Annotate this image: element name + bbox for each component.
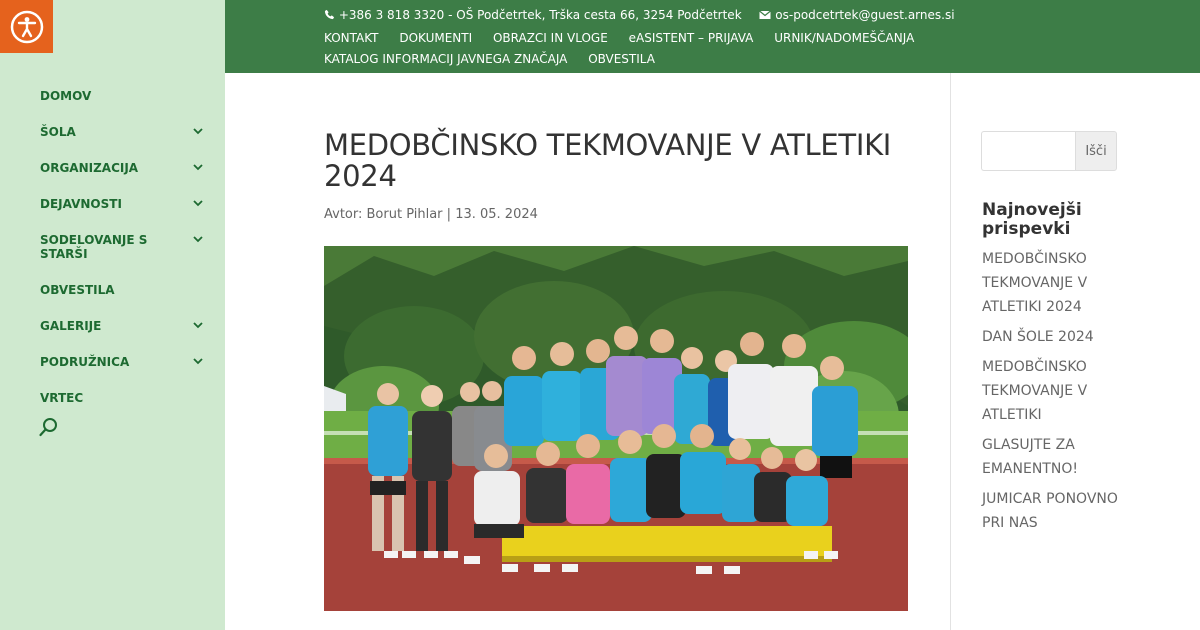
- nav-item-sodelovanje[interactable]: [40, 230, 180, 264]
- top-link-katalog[interactable]: KATALOG INFORMACIJ JAVNEGA ZNAČAJA: [324, 52, 568, 66]
- recent-posts-list: [982, 247, 1122, 541]
- recent-post-link[interactable]: MEDOBČINSKO TEKMOVANJE V ATLETIKI 2024: [982, 251, 1088, 315]
- post-content: [324, 130, 908, 224]
- featured-image[interactable]: [324, 246, 908, 611]
- search-form: [981, 131, 1117, 171]
- nav-item-vrtec[interactable]: [40, 388, 208, 408]
- nav-item-label: OBVESTILA: [40, 283, 115, 297]
- contact-info: [324, 7, 955, 23]
- post-date: 13. 05. 2024: [455, 207, 538, 222]
- recent-post-link[interactable]: MEDOBČINSKO TEKMOVANJE V ATLETIKI: [982, 359, 1088, 423]
- search-button[interactable]: Išči: [1075, 131, 1117, 171]
- email-link[interactable]: os-podcetrtek@guest.arnes.si: [775, 8, 955, 22]
- top-nav: [324, 28, 1184, 70]
- recent-post-link[interactable]: JUMICAR PONOVNO PRI NAS: [982, 491, 1118, 531]
- nav-item-label: SODELOVANJE S STARŠI: [40, 233, 148, 261]
- chevron-down-icon[interactable]: [193, 320, 203, 330]
- chevron-down-icon[interactable]: [193, 234, 203, 244]
- accessibility-icon: [10, 10, 44, 44]
- top-header: [225, 0, 1200, 73]
- nav-item-label: DOMOV: [40, 89, 92, 103]
- sidebar: [0, 0, 225, 630]
- nav-item-label: GALERIJE: [40, 319, 102, 333]
- top-link-kontakt[interactable]: KONTAKT: [324, 31, 379, 45]
- nav-item-label: ŠOLA: [40, 125, 76, 139]
- top-link-easistent[interactable]: eASISTENT – PRIJAVA: [628, 31, 754, 45]
- phone-icon: [324, 7, 335, 23]
- nav-item-galerije[interactable]: [40, 316, 208, 336]
- nav-item-label: ORGANIZACIJA: [40, 161, 139, 175]
- post-meta: [324, 206, 908, 224]
- chevron-down-icon[interactable]: [193, 198, 203, 208]
- accessibility-button[interactable]: [0, 0, 53, 53]
- envelope-icon: [759, 7, 771, 23]
- recent-post-link[interactable]: GLASUJTE ZA EMANENTNO!: [982, 437, 1078, 477]
- chevron-down-icon[interactable]: [193, 356, 203, 366]
- top-link-dokumenti[interactable]: DOKUMENTI: [399, 31, 473, 45]
- contact-text: +386 3 818 3320 - OŠ Podčetrtek, Trška cesta 66, 3254 Podčetrtek: [338, 8, 742, 22]
- main-nav: [40, 86, 208, 424]
- top-link-obvestila[interactable]: OBVESTILA: [588, 52, 655, 66]
- nav-item-podruznica[interactable]: [40, 352, 208, 372]
- nav-item-label: VRTEC: [40, 391, 84, 405]
- author-link[interactable]: Borut Pihlar: [366, 207, 443, 222]
- chevron-down-icon[interactable]: [193, 162, 203, 172]
- search-input[interactable]: [981, 131, 1075, 171]
- chevron-down-icon[interactable]: [193, 126, 203, 136]
- team-photo: [324, 246, 908, 611]
- column-divider: [950, 73, 951, 630]
- top-link-obrazci[interactable]: OBRAZCI IN VLOGE: [492, 31, 608, 45]
- nav-item-obvestila[interactable]: [40, 280, 208, 300]
- nav-item-dejavnosti[interactable]: [40, 194, 208, 214]
- recent-post-link[interactable]: DAN ŠOLE 2024: [982, 329, 1094, 345]
- nav-item-label: DEJAVNOSTI: [40, 197, 122, 211]
- nav-item-sola[interactable]: [40, 122, 208, 142]
- meta-prefix: Avtor:: [324, 207, 367, 222]
- nav-item-domov[interactable]: [40, 86, 208, 106]
- nav-item-label: PODRUŽNICA: [40, 355, 130, 369]
- meta-separator: |: [442, 207, 456, 222]
- recent-posts-title: Najnovejši prispevki: [982, 200, 1082, 239]
- search-icon[interactable]: [38, 416, 60, 438]
- top-link-urnik[interactable]: URNIK/NADOMEŠČANJA: [774, 31, 915, 45]
- nav-item-organizacija[interactable]: [40, 158, 208, 178]
- post-title: MEDOBČINSKO TEKMOVANJE V ATLETIKI 2024: [324, 128, 892, 193]
